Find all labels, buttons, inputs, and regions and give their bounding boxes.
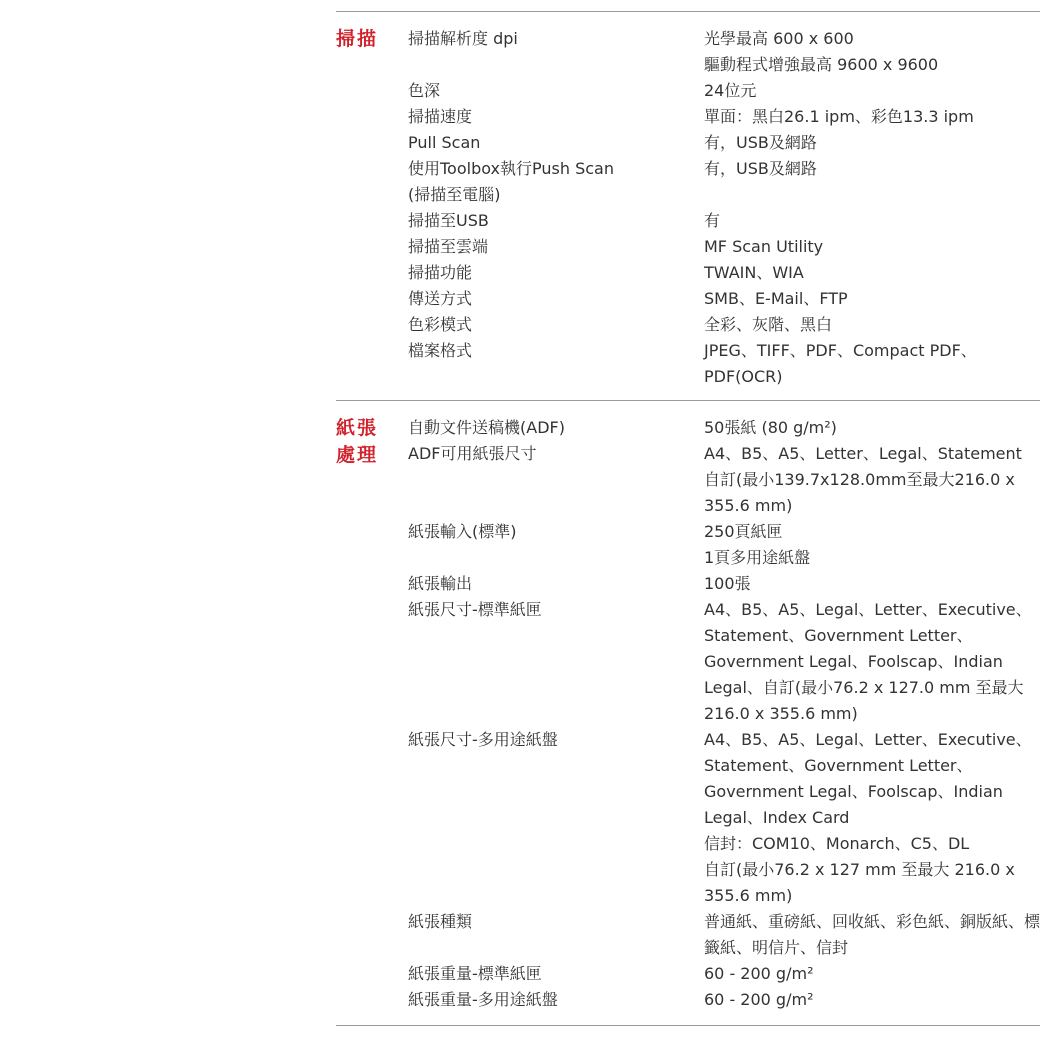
spec-label-line: 掃描至雲端	[408, 237, 489, 256]
spec-row	[336, 338, 1040, 390]
spec-value-line: 355.6 mm)	[704, 886, 793, 905]
spec-label	[408, 338, 698, 364]
spec-label-line: 紙張尺寸-標準紙匣	[408, 600, 542, 619]
spec-label	[408, 156, 698, 208]
spec-value	[704, 415, 1040, 441]
spec-label	[408, 260, 698, 286]
spec-value-line: 自訂(最小76.2 x 127 mm 至最大 216.0 x	[704, 860, 1015, 879]
spec-value	[704, 519, 1040, 571]
spec-label-line: 紙張種類	[408, 912, 473, 931]
spec-label	[408, 130, 698, 156]
spec-row	[336, 987, 1040, 1013]
spec-row	[336, 415, 1040, 441]
spec-value-line: 光學最高 600 x 600	[704, 29, 854, 48]
spec-label	[408, 415, 698, 441]
spec-label	[408, 961, 698, 987]
middle-divider	[336, 400, 1040, 401]
spec-value-line: 24位元	[704, 81, 757, 100]
spec-label	[408, 78, 698, 104]
spec-value-line: 216.0 x 355.6 mm)	[704, 704, 858, 723]
spec-value	[704, 909, 1040, 961]
spec-value-line: A4、B5、A5、Legal、Letter、Executive、	[704, 730, 1032, 749]
spec-row	[336, 727, 1040, 909]
spec-value-line: Government Legal、Foolscap、Indian	[704, 652, 1003, 671]
spec-value-line: TWAIN、WIA	[704, 263, 804, 282]
spec-label-line: 紙張輸入(標準)	[408, 522, 517, 541]
spec-label	[408, 571, 698, 597]
spec-label-line: ADF可用紙張尺寸	[408, 444, 537, 463]
spec-value-line: 100張	[704, 574, 751, 593]
spec-value-line: SMB、E-Mail、FTP	[704, 289, 848, 308]
spec-label	[408, 208, 698, 234]
spec-label-line: 掃描速度	[408, 107, 473, 126]
spec-label-line: 傳送方式	[408, 289, 473, 308]
spec-label	[408, 909, 698, 935]
spec-value	[704, 312, 1040, 338]
spec-value	[704, 260, 1040, 286]
spec-label	[408, 234, 698, 260]
spec-value	[704, 987, 1040, 1013]
spec-value	[704, 961, 1040, 987]
spec-label-line: 檔案格式	[408, 341, 473, 360]
spec-row	[336, 961, 1040, 987]
spec-value	[704, 26, 1040, 78]
spec-value-line: 自訂(最小139.7x128.0mm至最大216.0 x	[704, 470, 1015, 489]
spec-value	[704, 208, 1040, 234]
spec-row	[336, 130, 1040, 156]
spec-row	[336, 519, 1040, 571]
spec-label	[408, 987, 698, 1013]
spec-value	[704, 441, 1040, 519]
spec-label-line: 紙張重量-標準紙匣	[408, 964, 542, 983]
bottom-divider	[336, 1025, 1040, 1026]
spec-value-line: 全彩、灰階、黑白	[704, 315, 833, 334]
spec-value-line: MF Scan Utility	[704, 237, 824, 256]
spec-value-line: Legal、自訂(最小76.2 x 127.0 mm 至最大	[704, 678, 1024, 697]
spec-row	[336, 156, 1040, 208]
spec-row	[336, 441, 1040, 519]
spec-value-line: A4、B5、A5、Letter、Legal、Statement	[704, 444, 1022, 463]
spec-label	[408, 597, 698, 623]
spec-label	[408, 312, 698, 338]
spec-row	[336, 286, 1040, 312]
spec-value	[704, 234, 1040, 260]
spec-value-line: Government Legal、Foolscap、Indian	[704, 782, 1003, 801]
spec-value-line: 有，USB及網路	[704, 133, 817, 152]
paper-title-line1: 紙張	[336, 417, 379, 439]
spec-row	[336, 571, 1040, 597]
spec-label	[408, 26, 698, 52]
spec-label-line: 紙張重量-多用途紙盤	[408, 990, 558, 1009]
spec-value-line: 50張紙 (80 g/m²)	[704, 418, 837, 437]
spec-row	[336, 597, 1040, 727]
spec-value-line: 60 - 200 g/m²	[704, 964, 814, 983]
spec-label-line: (掃描至電腦)	[408, 185, 501, 204]
scan-title-text: 掃描	[336, 28, 379, 50]
spec-value	[704, 727, 1040, 909]
spec-label	[408, 104, 698, 130]
spec-label-line: 紙張輸出	[408, 574, 473, 593]
spec-row	[336, 312, 1040, 338]
spec-value	[704, 286, 1040, 312]
paper-title-line2: 處理	[336, 444, 379, 466]
spec-label	[408, 519, 698, 545]
spec-value-line: 有，USB及網路	[704, 159, 817, 178]
spec-value-line: A4、B5、A5、Legal、Letter、Executive、	[704, 600, 1032, 619]
spec-row	[336, 208, 1040, 234]
spec-label-line: 掃描功能	[408, 263, 473, 282]
spec-row	[336, 234, 1040, 260]
spec-value-line: Statement、Government Letter、	[704, 626, 973, 645]
spec-value-line: 250頁紙匣	[704, 522, 783, 541]
spec-label	[408, 441, 698, 467]
spec-label-line: 色深	[408, 81, 441, 100]
spec-value-line: 有	[704, 211, 721, 230]
spec-value-line: 1頁多用途紙盤	[704, 548, 811, 567]
spec-label-line: 自動文件送稿機(ADF)	[408, 418, 565, 437]
spec-row	[336, 909, 1040, 961]
spec-row	[336, 78, 1040, 104]
spec-value-line: 驅動程式增強最高 9600 x 9600	[704, 55, 939, 74]
spec-label-line: 使用Toolbox執行Push Scan	[408, 159, 614, 178]
spec-value	[704, 130, 1040, 156]
spec-value	[704, 156, 1040, 182]
spec-value-line: 355.6 mm)	[704, 496, 793, 515]
spec-label	[408, 727, 698, 753]
spec-value	[704, 78, 1040, 104]
spec-value-line: 60 - 200 g/m²	[704, 990, 814, 1009]
spec-value-line: JPEG、TIFF、PDF、Compact PDF、	[704, 341, 977, 360]
spec-label	[408, 286, 698, 312]
spec-row	[336, 26, 1040, 78]
spec-label-line: 紙張尺寸-多用途紙盤	[408, 730, 558, 749]
spec-value-line: Legal、Index Card	[704, 808, 850, 827]
spec-value	[704, 597, 1040, 727]
spec-label-line: 掃描解析度 dpi	[408, 29, 518, 48]
spec-label-line: Pull Scan	[408, 133, 481, 152]
spec-value	[704, 104, 1040, 130]
top-divider	[336, 11, 1040, 12]
spec-value	[704, 571, 1040, 597]
spec-label-line: 色彩模式	[408, 315, 473, 334]
spec-value-line: 普通紙、重磅紙、回收紙、彩色紙、銅版紙、標	[704, 912, 1040, 931]
spec-value-line: Statement、Government Letter、	[704, 756, 973, 775]
spec-value-line: 籤紙、明信片、信封	[704, 938, 849, 957]
spec-row	[336, 104, 1040, 130]
spec-value-line: PDF(OCR)	[704, 367, 783, 386]
spec-value-line: 單面：黑白26.1 ipm、彩色13.3 ipm	[704, 107, 974, 126]
spec-row	[336, 260, 1040, 286]
spec-label-line: 掃描至USB	[408, 211, 489, 230]
spec-value-line: 信封：COM10、Monarch、C5、DL	[704, 834, 970, 853]
spec-value	[704, 338, 1040, 390]
